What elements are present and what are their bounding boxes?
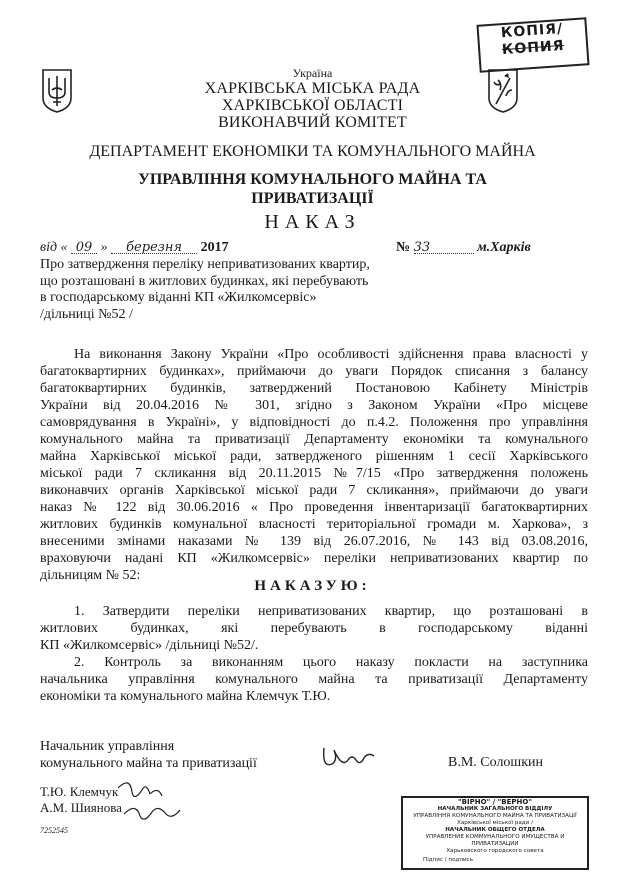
order-heading: НАКАЗУЮ: bbox=[254, 578, 371, 594]
subject-line: що розташовані в житлових будинках, які перебувають bbox=[40, 273, 369, 289]
body-line: житлових будинків комунальної власності територіальної громади м. Харкова», з bbox=[40, 517, 588, 532]
signatory-name: В.М. Солошкин bbox=[448, 755, 543, 770]
item-1-line: КП «Жилкомсервіс» /дільниці №52/. bbox=[40, 638, 259, 653]
order-items bbox=[40, 603, 588, 705]
verno-stamp-line: НАЧАЛЬНИК ЗАГАЛЬНОГО ВІДДІЛУ bbox=[437, 806, 553, 812]
subject-line: Про затвердження переліку неприватизованих квартир, bbox=[40, 257, 370, 272]
item-2-line: начальника управління комунального майна та приватизації Департаменту bbox=[40, 672, 588, 687]
order-subject bbox=[40, 257, 370, 323]
region-name: ХАРКІВСЬКОЇ ОБЛАСТІ bbox=[221, 97, 404, 114]
order-number: 33 bbox=[414, 240, 474, 254]
body-line: На виконання Закону України «Про особливості здійснення права власності у bbox=[74, 347, 588, 362]
item-2-line: економіки та комунального майна Клемчук Т.Ю. bbox=[40, 689, 331, 704]
office-name bbox=[0, 170, 625, 208]
office-name-line2: ПРИВАТИЗАЦІЇ bbox=[251, 190, 374, 207]
office-name-line1: УПРАВЛІННЯ КОМУНАЛЬНОГО МАЙНА ТА bbox=[138, 171, 487, 188]
verno-stamp-line: НАЧАЛЬНИК ОБЩЕГО ОТДЕЛА bbox=[445, 827, 545, 833]
body-line: України від 20.04.2016 № 301, згідно з Законом України «Про місцеве bbox=[40, 398, 588, 413]
country-label: Україна bbox=[292, 66, 333, 80]
date-prefix: від « bbox=[40, 240, 68, 255]
number-prefix: № bbox=[396, 240, 411, 255]
approval-signatures bbox=[110, 772, 190, 832]
department-name: ДЕПАРТАМЕНТ ЕКОНОМІКИ ТА КОМУНАЛЬНОГО МАЙНА bbox=[89, 143, 536, 160]
item-2-line: 2. Контроль за виконанням цього наказу покласти на заступника bbox=[74, 655, 588, 670]
body-line: майна Харківської міської ради, затвердженого рішенням 1 сесії Харківського bbox=[40, 449, 588, 464]
number-line bbox=[396, 240, 531, 256]
order-body bbox=[40, 346, 588, 584]
body-line: виконавчих органів Харківської міської ради 7 скликання», приймаючи до уваги bbox=[40, 483, 588, 498]
signatory-title-line1: Начальник управління bbox=[40, 739, 175, 754]
date-line bbox=[40, 240, 229, 256]
body-line: комунального майна та приватизації Департаменту економіки та комунального bbox=[40, 432, 588, 447]
verno-stamp-line: УПРАВЛЕНИЕ КОММУНАЛЬНОГО ИМУЩЕСТВА И ПРИВАТИЗАЦИИ bbox=[425, 834, 565, 847]
verno-stamp-line: УПРАВЛІННЯ КОМУНАЛЬНОГО МАЙНА ТА ПРИВАТИЗАЦІЇ bbox=[413, 813, 577, 819]
verno-stamp-line: Харьковского городского совета bbox=[446, 848, 544, 854]
approver-2: А.М. Шиянова bbox=[40, 800, 122, 815]
verno-stamp-line: "ВІРНО" / "ВЕРНО" bbox=[458, 798, 532, 806]
subject-line: в господарському віданні КП «Жилкомсервіс» bbox=[40, 290, 317, 305]
body-line: дільницям № 52: bbox=[40, 568, 141, 583]
copy-stamp-line2: КОПИЯ bbox=[501, 37, 565, 59]
date-month: березня bbox=[111, 240, 197, 254]
committee-name: ВИКОНАВЧИЙ КОМІТЕТ bbox=[218, 114, 407, 131]
body-line: багатоквартирних будинків, затверджений Постановою Кабінету Міністрів bbox=[40, 381, 588, 396]
body-line: внесеними змінами наказами № 139 від 26.07.2016, № 143 від 03.08.2016, bbox=[40, 534, 588, 549]
document-code: 7252545 bbox=[40, 826, 68, 835]
body-line: наказ № 122 від 30.06.2016 « Про проведення інвентаризації багатоквартирних bbox=[40, 500, 588, 515]
verno-stamp-line: Підпис / подпись bbox=[423, 857, 474, 863]
verno-stamp bbox=[401, 796, 589, 870]
body-line: міської ради 7 скликання від 20.11.2015 №7/15 «Про затвердження положень bbox=[40, 466, 588, 481]
city-label: м.Харків bbox=[477, 240, 531, 255]
document-type: НАКАЗ bbox=[264, 211, 361, 233]
item-1-line: житлових будинках, які перебувають в господарському віданні bbox=[40, 621, 588, 636]
copy-stamp-line1: КОПІЯ/ bbox=[500, 20, 564, 42]
body-line: враховуючи надані КП «Жилкомсервіс» переліки неприватизованих квартир по bbox=[40, 551, 588, 566]
handwritten-signature bbox=[318, 738, 378, 774]
body-line: самоврядування в Україні», у відповідності до п.4.2. Положення про управління bbox=[40, 415, 588, 430]
date-year: 2017 bbox=[200, 240, 229, 255]
signatory-title bbox=[40, 738, 257, 772]
council-name: ХАРКІВСЬКА МІСЬКА РАДА bbox=[204, 80, 421, 97]
subject-line: /дільниці №52 / bbox=[40, 306, 133, 322]
body-line: багатоквартирних будинках», приймаючи до уваги Порядок списання з балансу bbox=[40, 364, 588, 379]
approver-1: Т.Ю. Клемчук bbox=[40, 784, 119, 799]
verno-stamp-line: Харківської міської ради / bbox=[457, 820, 533, 826]
item-1-line: 1. Затвердити переліки неприватизованих квартир, що розташовані в bbox=[74, 604, 588, 619]
signatory-title-line2: комунального майна та приватизації bbox=[40, 756, 257, 771]
date-mid: » bbox=[100, 240, 108, 255]
date-day: 09 bbox=[71, 240, 97, 254]
copy-stamp bbox=[476, 17, 589, 73]
